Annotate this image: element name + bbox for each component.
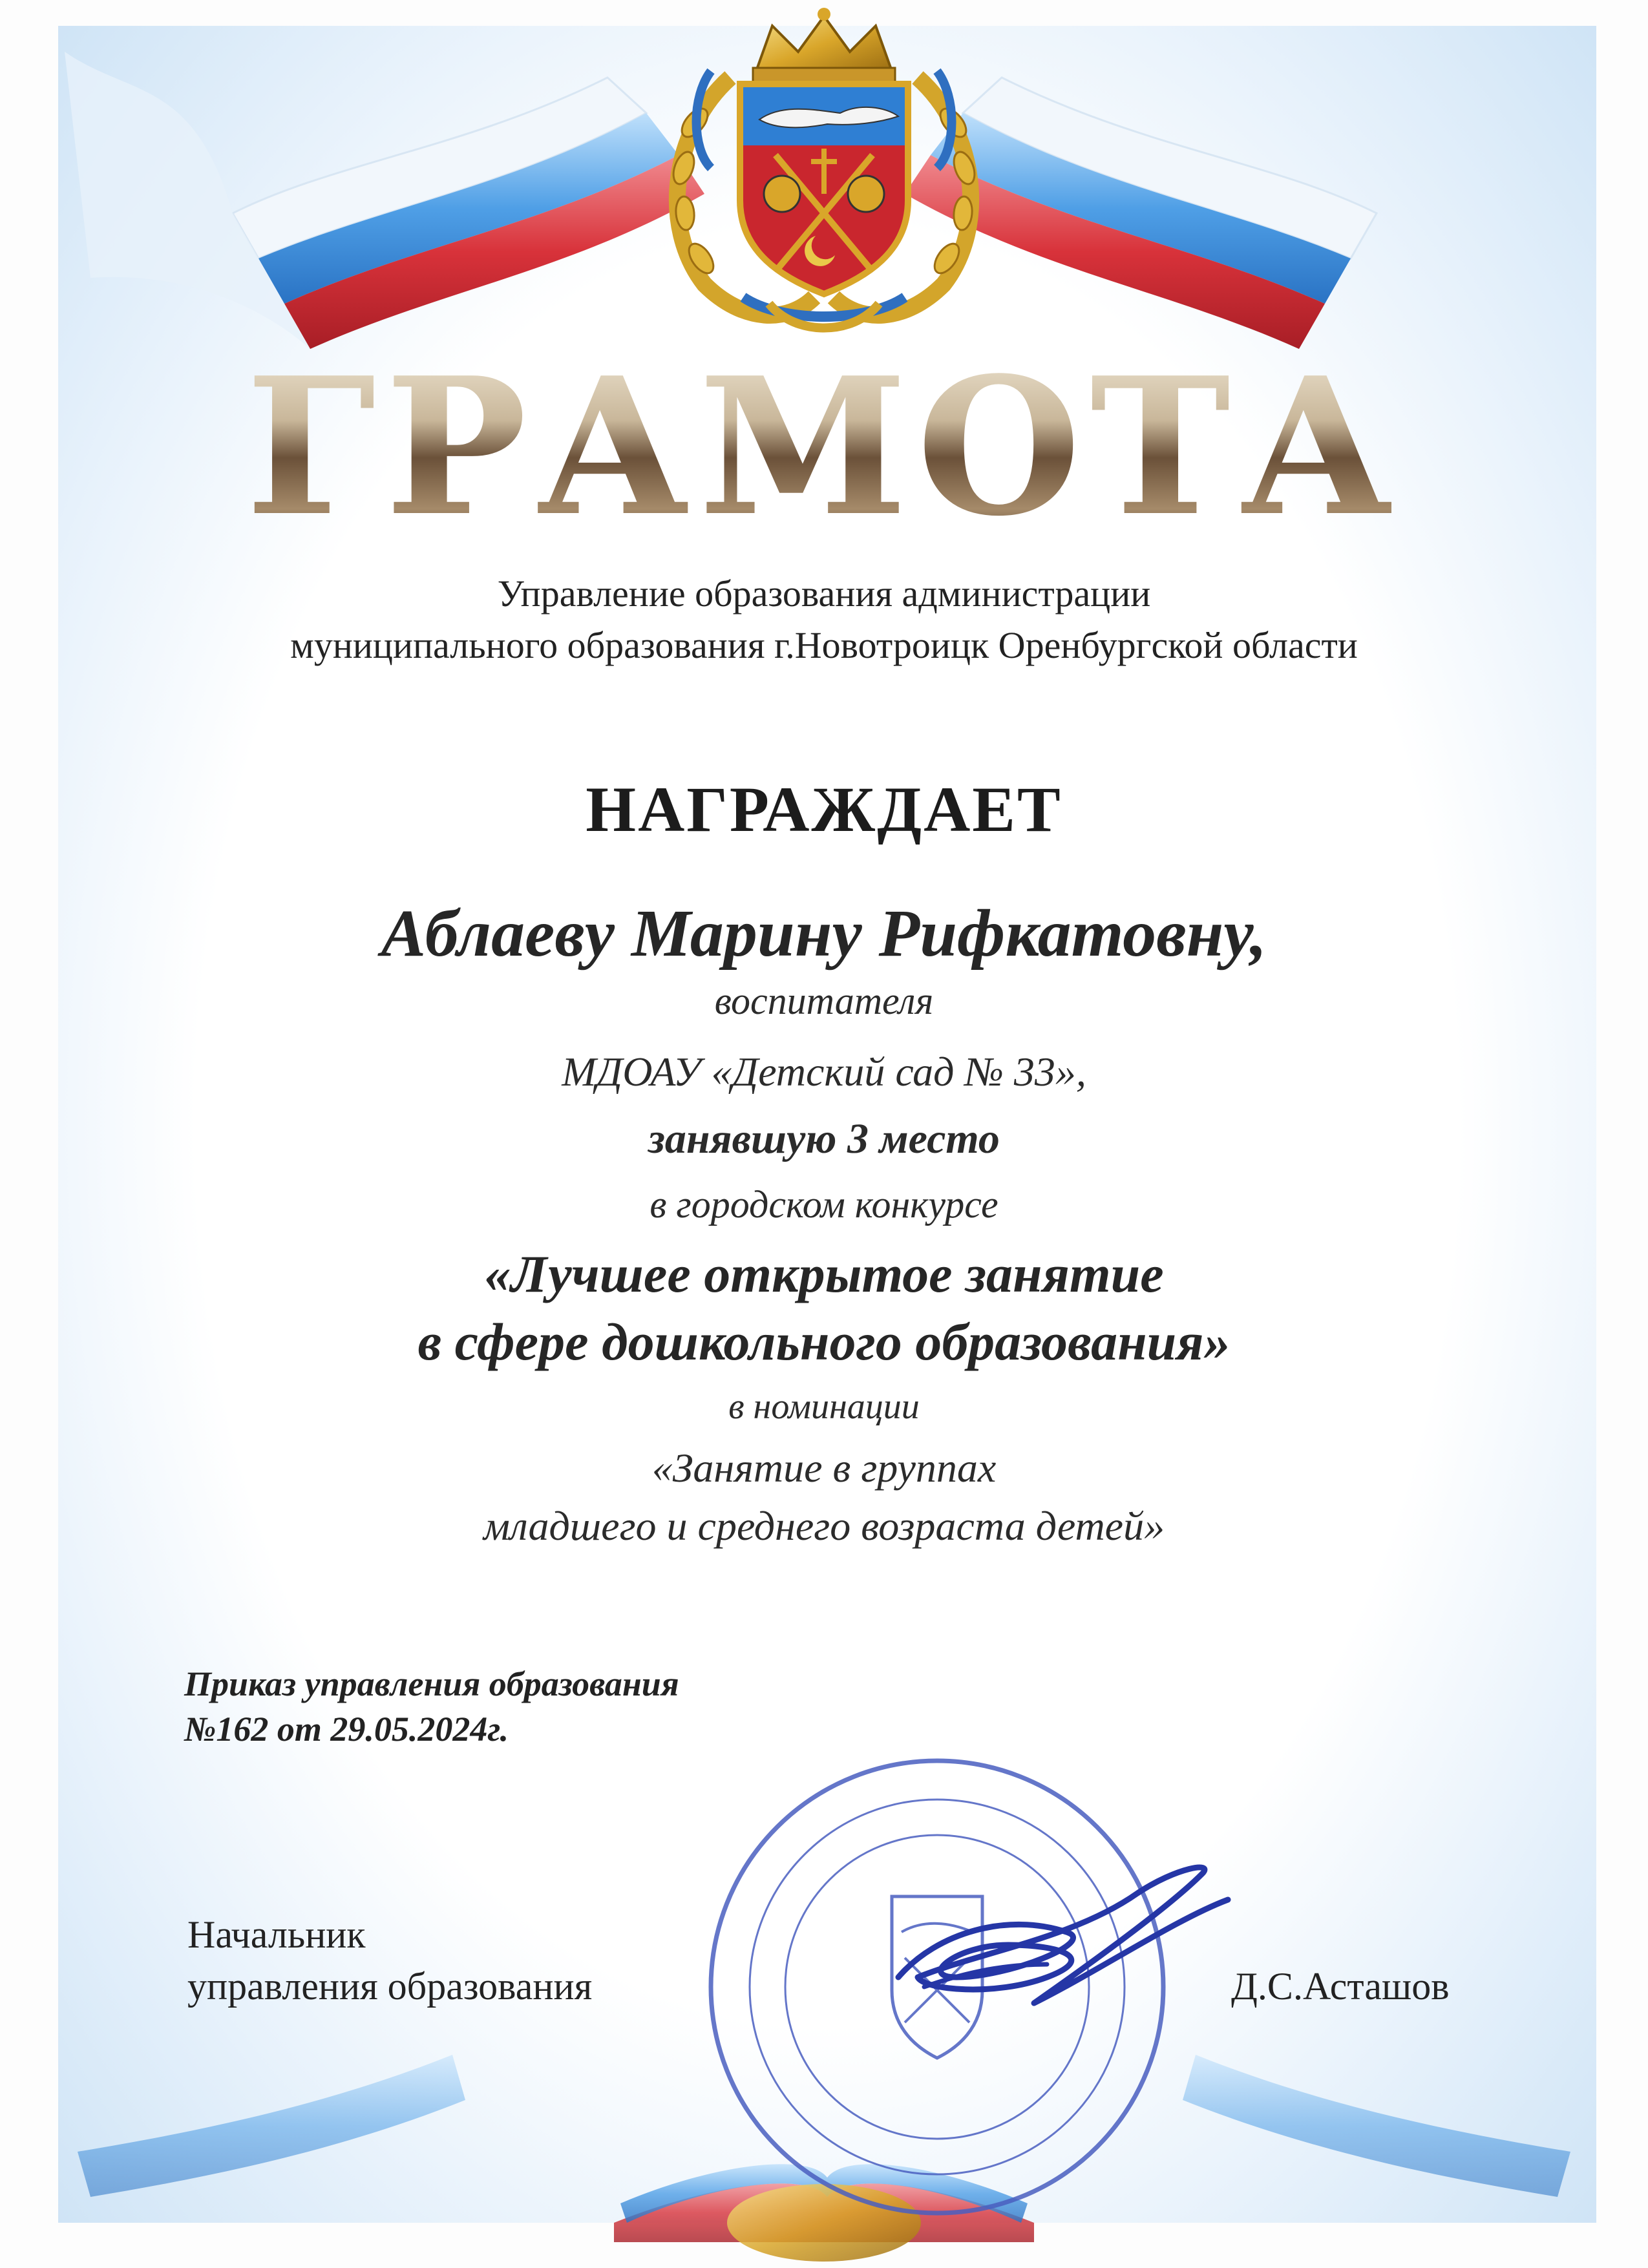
flag-ribbon-bottom — [78, 2055, 1570, 2262]
nomination-line-1: «Занятие в группах — [651, 1445, 997, 1491]
flag-ribbon-left — [65, 52, 704, 349]
recipient-name: Аблаеву Марину Рифкатовну, — [381, 896, 1267, 971]
order-line-2: №162 от 29.05.2024г. — [184, 1710, 509, 1748]
signature — [898, 1867, 1228, 2003]
order-line-1: Приказ управления образования — [184, 1664, 679, 1703]
contest-name-line-2: в сфере дошкольного образования» — [417, 1312, 1231, 1371]
recipient-position: воспитателя — [714, 980, 934, 1022]
certificate-title: ГРАМОТА — [0, 336, 1648, 558]
signatory-title-line-1: Начальник — [187, 1913, 366, 1956]
recipient-institution: МДОАУ «Детский сад № 33», — [562, 1049, 1086, 1095]
signatory-name: Д.С.Асташов — [1231, 1965, 1450, 2008]
signatory-title-line-2: управления образования — [187, 1965, 593, 2008]
awards-heading: НАГРАЖДАЕТ — [586, 773, 1062, 845]
issuer-line-2: муниципального образования г.Новотроицк Оренбургской области — [290, 624, 1358, 666]
contest-intro: в городском конкурсе — [650, 1183, 998, 1226]
nomination-intro: в номинации — [728, 1387, 920, 1427]
place-text: занявшую 3 место — [648, 1115, 1000, 1162]
issuer-line-1: Управление образования администрации — [497, 572, 1151, 614]
nomination-line-2: младшего и среднего возраста детей» — [483, 1503, 1165, 1549]
contest-name-line-1: «Лучшее открытое занятие — [484, 1244, 1164, 1303]
